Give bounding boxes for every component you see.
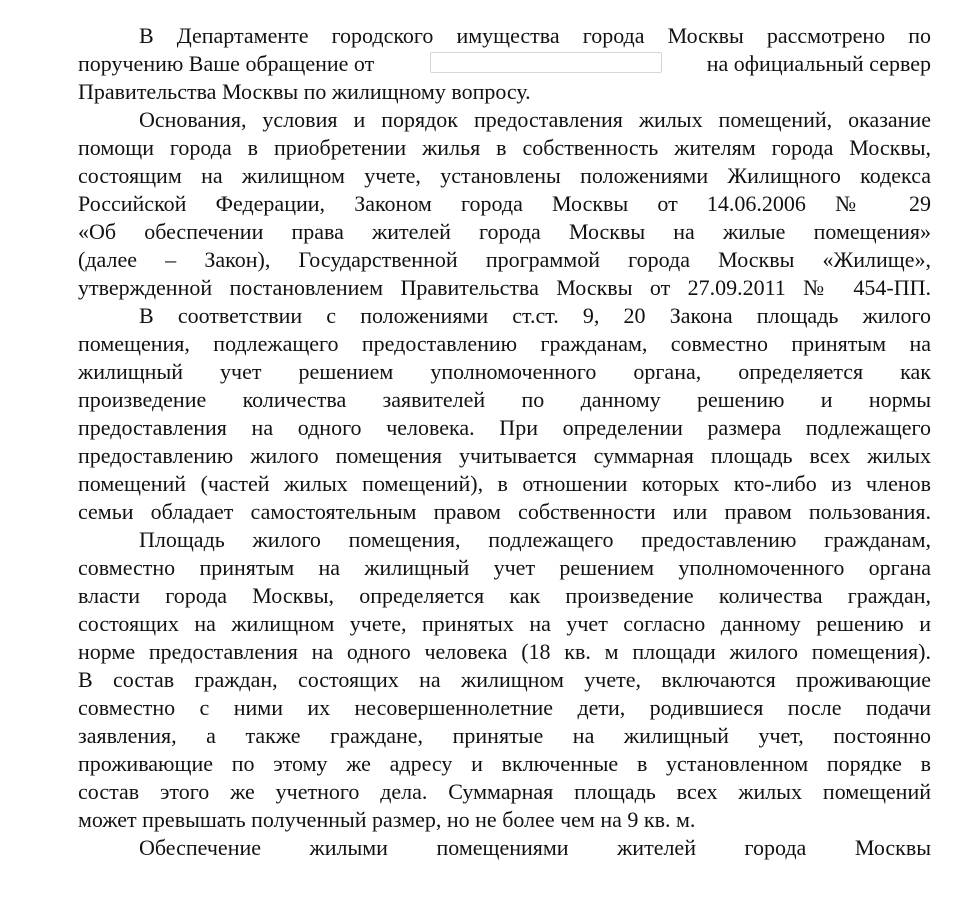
text-line: жилищный учет решением уполномоченного органа, определяется как [78, 359, 931, 384]
text-line: совместно принятым на жилищный учет решением уполномоченного органа [78, 555, 931, 580]
text-line: состоящих на жилищном учете, принятых на учет согласно данному решению и [78, 611, 931, 636]
text-line: произведение количества заявителей по данному решению и нормы [78, 387, 931, 412]
redacted-date-field [430, 52, 662, 73]
text-line: семьи обладает самостоятельным правом собственности или правом пользования. [78, 499, 931, 524]
text-line: совместно с ними их несовершеннолетние дети, родившиеся после подачи [78, 695, 931, 720]
text-line: предоставления на одного человека. При определении размера подлежащего [78, 415, 931, 440]
text-line: заявления, а также граждане, принятые на жилищный учет, постоянно [78, 723, 931, 748]
text-line: норме предоставления на одного человека (18 кв. м площади жилого помещения). [78, 639, 931, 664]
text-segment: поручению Ваше обращение от [78, 51, 375, 76]
text-line: В соответствии с положениями ст.ст. 9, 20 Закона площадь жилого [139, 303, 931, 328]
text-line: помещения, подлежащего предоставлению гражданам, совместно принятым на [78, 331, 931, 356]
text-line: «Об обеспечении права жителей города Москвы на жилые помещения» [78, 219, 931, 244]
text-line: состоящим на жилищном учете, установлены положениями Жилищного кодекса [78, 163, 931, 188]
text-line-with-redaction [78, 50, 931, 78]
text-line: Обеспечение жилыми помещениями жителей города Москвы [139, 835, 931, 860]
text-line: власти города Москвы, определяется как произведение количества граждан, [78, 583, 931, 608]
text-line: (далее – Закон), Государственной программой города Москвы «Жилище», [78, 247, 931, 272]
text-line: может превышать полученный размер, но не более чем на 9 кв. м. [78, 807, 696, 832]
text-line: помощи города в приобретении жилья в собственность жителям города Москвы, [78, 135, 931, 160]
text-line: утвержденной постановлением Правительства Москвы от 27.09.2011 № 454-ПП. [78, 275, 931, 300]
text-line: проживающие по этому же адресу и включенные в установленном порядке в [78, 751, 931, 776]
text-line: Площадь жилого помещения, подлежащего предоставлению гражданам, [139, 527, 931, 552]
text-line: состав этого же учетного дела. Суммарная площадь всех жилых помещений [78, 779, 931, 804]
text-line: Основания, условия и порядок предоставления жилых помещений, оказание [139, 107, 931, 132]
text-segment: на официальный сервер [706, 51, 931, 76]
text-line: предоставлению жилого помещения учитывается суммарная площадь всех жилых [78, 443, 931, 468]
text-line: В Департаменте городского имущества города Москвы рассмотрено по [139, 23, 931, 48]
text-line: Российской Федерации, Законом города Москвы от 14.06.2006 № 29 [78, 191, 931, 216]
text-line: Правительства Москвы по жилищному вопросу. [78, 79, 531, 104]
text-line: В состав граждан, состоящих на жилищном учете, включаются проживающие [78, 667, 931, 692]
text-line: помещений (частей жилых помещений), в отношении которых кто-либо из членов [78, 471, 931, 496]
